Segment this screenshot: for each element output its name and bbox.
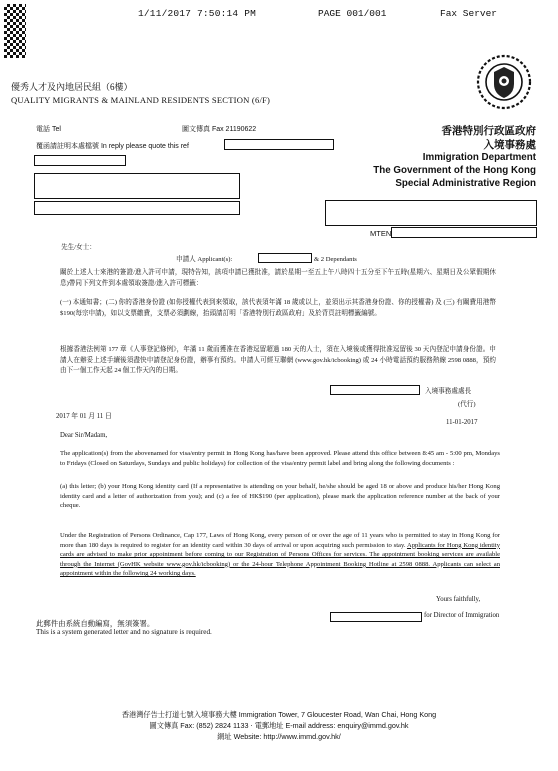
zh-paragraph-2: (一) 本通知書；(二) 你的香港身份證 (如你授權代表到來領取，該代表須年滿 18 歲或以上，並須出示其香港身份證、你的授權書) 及 (三) 有關費用港幣$190(每宗申請)，如以支票繳費，支票必須劃線，抬頭請訂明「香港特別行政區政府」及於背頁註明標籤編號。 xyxy=(60,299,496,317)
fax-label: 圖文傳真 Fax 21190622 xyxy=(182,126,257,133)
zh-paragraph-1: 關於上述人士來港的簽證/進入許可申請，現特告知，該項申請已獲批准，請於星期一至五上午八時四十五分至下午五時(星期六、星期日及公眾假期休息)帶同下列文件到本處領取簽證/進入許可標籤： xyxy=(60,269,496,287)
date-en: 11-01-2017 xyxy=(446,419,478,426)
signature-zh: 入境事務處處長 xyxy=(425,388,472,395)
en-paragraph-3 xyxy=(60,531,500,579)
signature-zh-sub: (代行) xyxy=(458,401,476,408)
fax-datetime: 1/11/2017 7:50:14 PM xyxy=(138,8,257,19)
dependants-text: & 2 Dependants xyxy=(314,256,357,263)
dept-en-line3: Special Administrative Region xyxy=(395,178,536,189)
redacted-name xyxy=(34,155,126,166)
dept-zh-line2: 入境事務處 xyxy=(483,139,536,151)
redacted-address-2 xyxy=(34,201,240,215)
mten-label: MTEN xyxy=(370,229,392,238)
date-zh: 2017 年 01 月 11 日 xyxy=(56,413,112,420)
fax-server: Fax Server xyxy=(440,8,498,19)
en-paragraph-1: The application(s) from the abovenamed for visa/entry permit in Hong Kong has/have been approved. Please attend this office between 8:45 am - 5:00 pm, Mondays to Fridays (Closed on Saturdays, Sundays and public holidays) for collection of the visa/entry permit label and bring along the following documents : xyxy=(60,450,500,467)
redacted-reference xyxy=(224,139,334,150)
section-title-en: QUALITY MIGRANTS & MAINLAND RESIDENTS SECTION (6/F) xyxy=(11,95,271,105)
dept-zh-line1: 香港特別行政區政府 xyxy=(441,125,536,137)
department-crest xyxy=(474,52,534,112)
dept-en-line2: The Government of the Hong Kong xyxy=(373,165,536,176)
footer-fax-email: 圖文傳真 Fax: (852) 2824 1133 ‧ 電郵地址 E-mail address: enquiry@immd.gov.hk xyxy=(149,721,409,730)
system-note-en: This is a system generated letter and no signature is required. xyxy=(36,628,212,636)
tel-label: 電話 Tel xyxy=(36,126,61,133)
redacted-signatory-zh xyxy=(330,385,420,395)
footer-website: 網址 Website: http://www.immd.gov.hk/ xyxy=(217,732,341,741)
dept-en-line1: Immigration Department xyxy=(422,152,536,163)
closing-en: Yours faithfully, xyxy=(436,596,481,603)
redacted-address-3 xyxy=(325,200,537,226)
redacted-signatory-en xyxy=(330,612,422,622)
fax-corner-mark xyxy=(4,4,26,58)
en-paragraph-3-underlined: Applicants for Hong Kong identity cards are advised to make prior appointment before coming to our Registration of Persons Offices for services. The appointment booking services are available through the Internet (GovHK website www.gov.hk/icbooking) or the 24-hour Telephone Appointment Booking Hotline at 2598 0888. Applicants can select an appointment within the following 24 working days. xyxy=(60,541,500,578)
applicant-label: 申請人 Applicant(s): xyxy=(176,256,233,263)
en-paragraph-3-plain: Under the Registration of Persons Ordinance, Cap 177, Laws of Hong Kong, every person of or over the age of 11 years who is permitted to stay in Hong Kong for more than 180 days is required to register for an identity card within 30 days of arrival or upon acquiring such permission to stay. xyxy=(60,532,500,549)
director-label: for Director of Immigration xyxy=(424,612,500,619)
en-paragraph-2: (a) this letter; (b) your Hong Kong identity card (If a representative is attending on your behalf, he/she should be aged 18 or above and produce his/her Hong Kong identity card and a letter of authorization from you); and (c) a fee of HK$190 (per application), please mark the application reference number at the back of your cheque. xyxy=(60,483,500,510)
ref-label: 覆函請註明本處檔號 In reply please quote this ref xyxy=(36,143,189,150)
redacted-mten xyxy=(391,227,537,238)
footer-address: 香港灣仔告士打道七號入境事務大樓 Immigration Tower, 7 Gloucester Road, Wan Chai, Hong Kong xyxy=(121,710,437,719)
section-title-zh: 優秀人才及內地居民組（6樓） xyxy=(11,82,133,92)
greeting-en: Dear Sir/Madam, xyxy=(60,432,108,439)
system-note-zh: 此郵件由系統自動編寫，無須簽署。 xyxy=(36,619,155,628)
redacted-applicant xyxy=(258,253,312,263)
zh-paragraph-3: 根據香港法例第 177 章《人事登記條例》，年滿 11 歲而獲准在香港逗留超過 180 天的人士，須在入境後或獲得批准逗留後 30 天內登記申請身份證。申請人在辦妥上述手續後須盡快申請登記身份證，辦事有預約。申請人可經互聯網 (www.gov.hk/icbooking) 或 24 小時電話預約服務熱線 2598 0888，預約由下一個工作天起 24 個工作天內的日期。 xyxy=(60,346,496,375)
fax-page: PAGE 001/001 xyxy=(318,8,387,19)
redacted-address-1 xyxy=(34,173,240,199)
salutation-zh: 先生/女士： xyxy=(61,244,96,251)
